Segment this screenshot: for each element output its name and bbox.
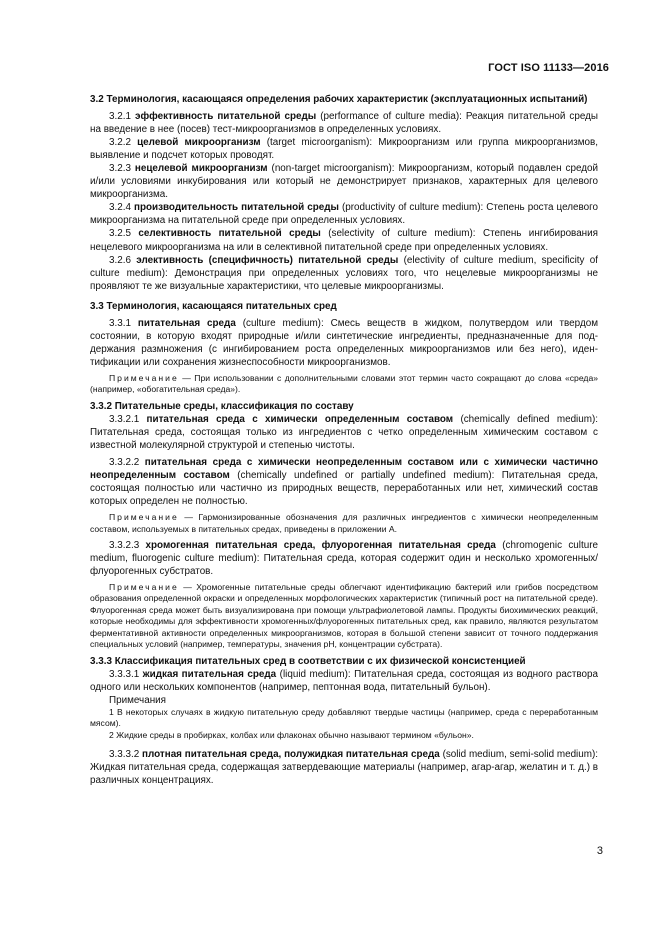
term-3-3-2-1: [90, 413, 598, 452]
term-name: нецелевой микроорганизм: [134, 163, 268, 175]
term-number: 3.2.2: [109, 137, 131, 149]
note-text: — Гармонизированные обозначения для различных ингредиентов с химически неопределенным составом, используемых в питательных средах, приведены в приложении А.: [90, 512, 599, 534]
term-name: питательная среда с химически неопределенным составом или с химически частично неопределенным составом: [90, 456, 599, 481]
term-definition: (chemically defined medium): Питательная среда, состоящая только из ингредиентов с четко определенным химическим составом с известной молекулярной структурой и степенью чистоты.: [90, 413, 598, 451]
section-heading-3-3: 3.3 Терминология, касающаяся питательных сред: [90, 300, 337, 312]
term-3-2-5: [90, 227, 598, 253]
note-item-2: 2 Жидкие среды в пробирках, колбах или флаконах обычно называют термином «бульон».: [109, 729, 474, 740]
term-3-3-3-2: [90, 748, 598, 787]
term-number: 3.3.2.3: [109, 539, 140, 551]
term-name: жидкая питательная среда: [142, 668, 277, 680]
term-name: элективность (специфичность) питательной среды: [136, 254, 399, 266]
term-3-2-4: [90, 201, 598, 227]
term-name: эффективность питательной среды: [135, 111, 317, 123]
page-number: 3: [596, 845, 603, 857]
term-number: 3.2.3: [109, 163, 131, 175]
term-name: питательная среда с химически определенным составом: [146, 413, 454, 425]
page-content: [90, 93, 598, 787]
term-3-3-3-1: [90, 668, 598, 694]
term-3-3-1: [90, 317, 598, 369]
term-number: 3.2.6: [109, 254, 131, 266]
term-name: питательная среда: [137, 317, 236, 329]
note-3-3-2-3: [90, 582, 598, 650]
term-3-3-2-3: [90, 539, 598, 578]
term-definition: (productivity of culture medium): Степень роста целевого микроорганизма на питательной среде при определенных условиях.: [90, 202, 598, 227]
term-3-3-2-2: [90, 456, 598, 508]
term-number: 3.3.2.2: [109, 456, 140, 468]
note-item-1: 1 В некоторых случаях в жидкую питательную среду добавляют твердые частицы (например, среда с переработанным мясом).: [90, 706, 598, 729]
term-definition: (selectivity of culture medium): Степень ингибирования нецелевого микроорганизма на или в селективной питательной среде при определенных условиях.: [90, 228, 598, 253]
term-definition: (solid medium, semi-solid medium): Жидкая питательная среда, содержащая затвердевающие материалы (например, агар-агар, желатин и т. д.) в различных концентрациях.: [90, 748, 599, 787]
section-heading-3-3-2: 3.3.2 Питательные среды, классификация по составу: [90, 400, 354, 412]
term-name: селективность питательной среды: [138, 228, 321, 240]
note-text: — Хромогенные питательные среды облегчают идентификацию бактерий или грибов посредством образования определенной окраски и определенных морфологических характеристик (типичный рост на питательной среде). Флуорогенная среда может быть визуализирована при помощи ультрафиолетовой лампы. Продукты биохимических реакций, которые необходимы для эффективности хромогенных/флуорогенных питательных сред, как правило, являются результатом ферментативной активности определенных микроорганизмов, которая в большой степени зависит от точного поддержания специальных условий (например, температуры, значения pH, концентрации субстрата).: [90, 582, 599, 650]
notes-label: Примечания: [109, 694, 167, 706]
term-definition: (performance of culture media): Реакция питательной среды на введение в нее (посев) тест-микроорганизмов в определенных условиях.: [90, 111, 599, 136]
term-number: 3.2.4: [109, 202, 131, 214]
note-label: Примечание: [109, 582, 179, 593]
note-3-3-1: [90, 373, 598, 396]
note-text: — При использовании с дополнительными словами этот термин часто сокращают до слова «среда» (например, «обогатительная среда»).: [90, 372, 599, 395]
term-number: 3.3.1: [109, 317, 131, 329]
term-3-2-6: [90, 254, 598, 293]
term-3-2-2: [90, 136, 598, 162]
term-3-2-1: [90, 110, 598, 136]
section-heading-3-2: 3.2 Терминология, касающаяся определения рабочих характеристик (эксплуатационных испытаний): [90, 94, 588, 105]
term-definition: (chemically undefined or partially undefined medium): Питательная среда, состоящая полностью или частично из природных веществ, переработанных или нет, химический состав которых определен не полностью.: [90, 469, 598, 508]
note-3-3-2-2: [90, 512, 598, 535]
term-number: 3.2.1: [109, 111, 131, 123]
term-definition: (target microorganism): Микроорганизм или группа микроорганизмов, выявление и подсчет которых проводят.: [90, 137, 599, 162]
note-label: Примечание: [109, 512, 179, 523]
section-heading-3-3-3: 3.3.3 Классификация питательных сред в соответствии с их физической консистенцией: [90, 655, 526, 667]
term-number: 3.2.5: [109, 228, 131, 240]
term-name: плотная питательная среда, полужидкая питательная среда: [142, 748, 440, 760]
term-definition: (liquid medium): Питательная среда, состоящая из водного раствора одного или нескольких компонентов (например, пептонная вода, питательный бульон).: [90, 668, 598, 693]
term-definition: (electivity of culture medium, specificity of culture medium): Демонстрация при определенных условиях того, что нецелевые микроорганизмы не проявляют те же визуальные характеристики, что целевые микроорганизмы.: [90, 254, 598, 292]
term-name: производительность питательной среды: [133, 202, 339, 214]
term-definition: (culture medium): Смесь веществ в жидком, полутвердом или твердом состоянии, в которую входят природные и/или синтетические ингредиенты, предназначенные для поддержания размножения (с ингибированием роста определенных микроорганизмов или без него), идентификации или сохранения жизнеспособности микроорганизмов.: [90, 317, 598, 368]
term-number: 3.3.3.2: [109, 748, 140, 760]
term-number: 3.3.2.1: [109, 413, 140, 425]
term-number: 3.3.3.1: [109, 668, 140, 680]
term-name: целевой микроорганизм: [137, 137, 261, 149]
term-name: хромогенная питательная среда, флуорогенная питательная среда: [145, 539, 496, 551]
document-id-header: ГОСТ ISO 11133—2016: [488, 62, 609, 74]
term-3-2-3: [90, 162, 598, 201]
note-label: Примечание: [109, 372, 179, 383]
term-definition: (non-target microorganism): Микроорганизм, который подавлен средой и/или условиями инкубирования или который не демонстрирует признаков, характерных для целевого микроорганизма.: [90, 163, 598, 201]
term-definition: (chromogenic culture medium, fluorogenic culture medium): Питательная среда, которая содержит один и несколько хромогенных/флуорогенных субстратов.: [90, 539, 598, 578]
